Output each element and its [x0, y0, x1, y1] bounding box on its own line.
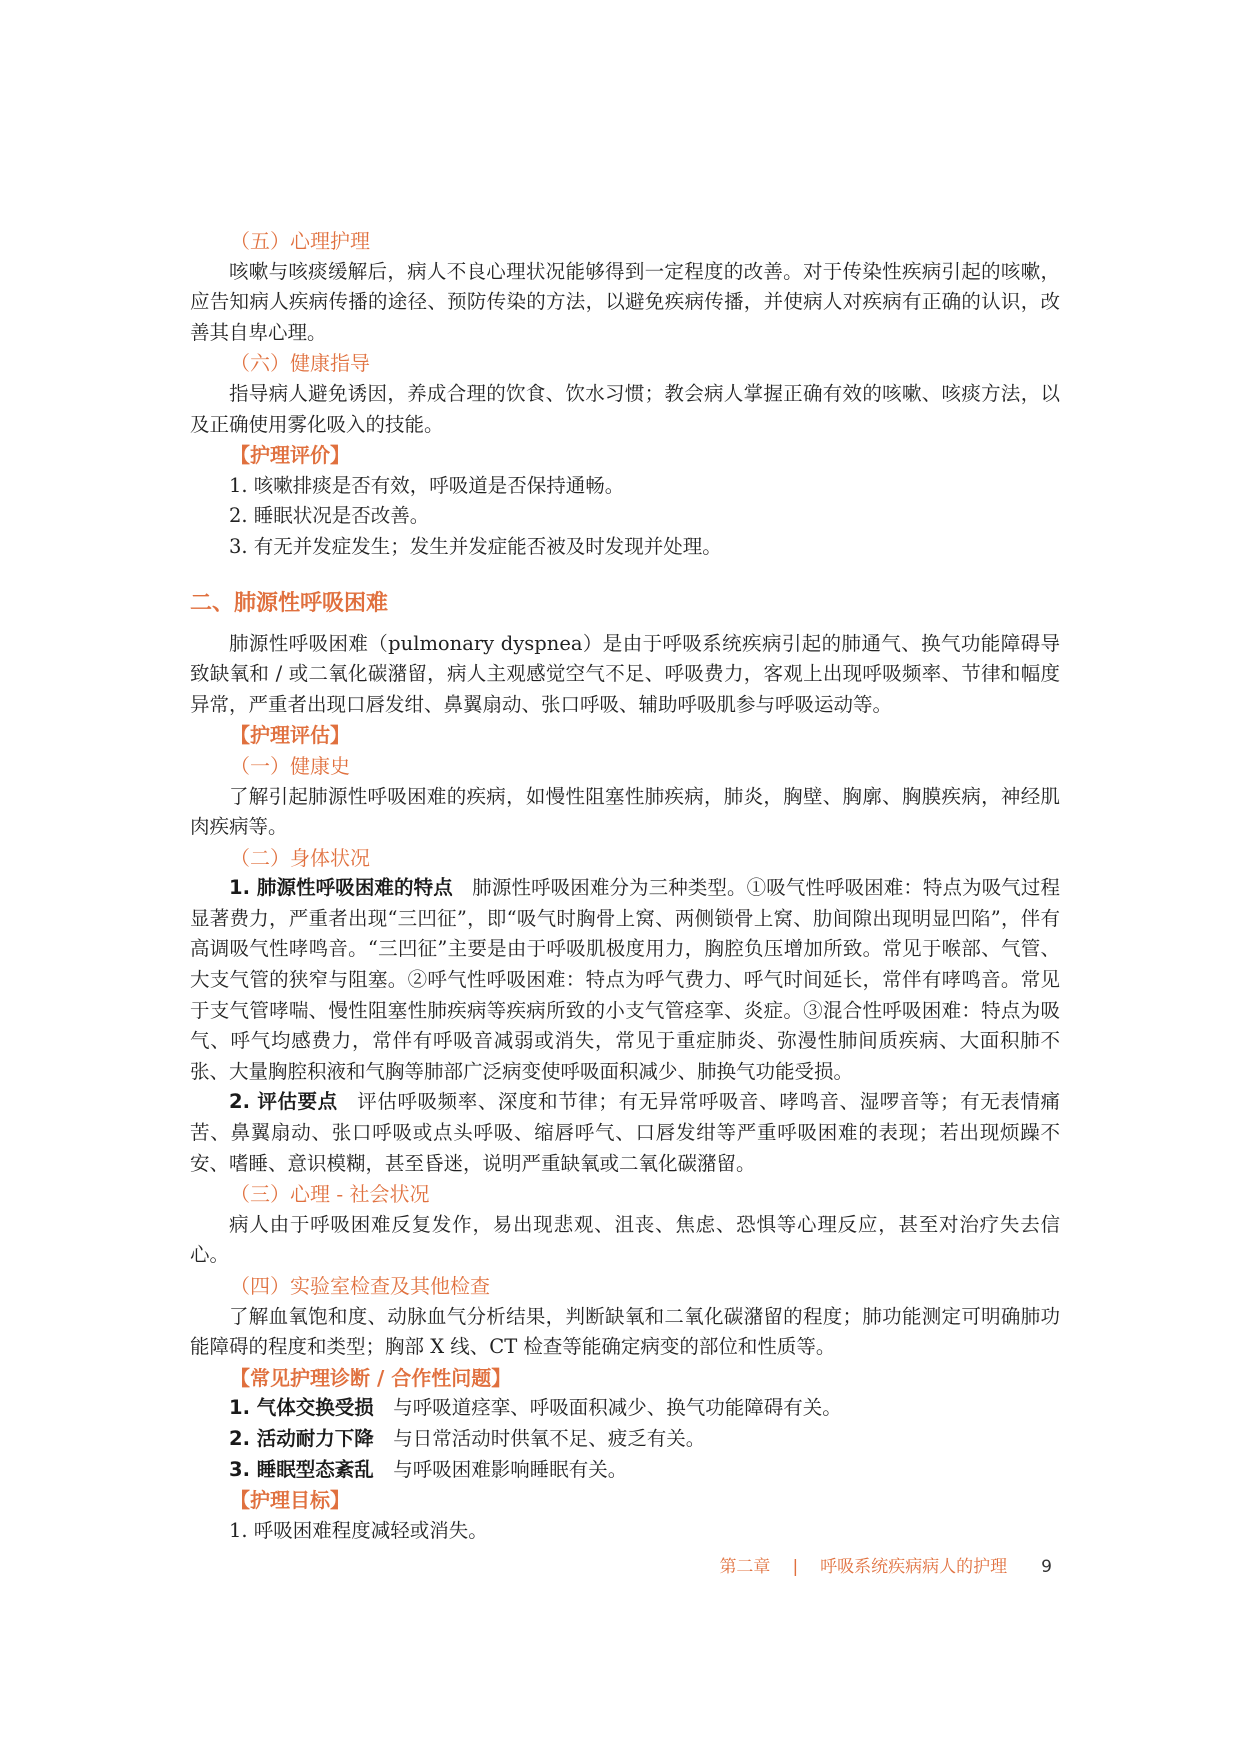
footer-separator: |: [792, 1557, 799, 1577]
goal-item-1: 1. 呼吸困难程度减轻或消失。: [229, 1518, 488, 1542]
diagnosis-text-1: 与呼吸道痉挛、呼吸面积减少、换气功能障碍有关。: [393, 1396, 842, 1420]
diagnosis-text-2: 与日常活动时供氧不足、疲乏有关。: [393, 1426, 706, 1450]
evaluation-item-3: 3. 有无并发症发生；发生并发症能否被及时发现并处理。: [229, 534, 722, 558]
diagnosis-item-3: [190, 1455, 1060, 1486]
paragraph-psychological-care: 咳嗽与咳痰缓解后，病人不良心理状况能够得到一定程度的改善。对于传染性疾病引起的咳嗽，应告知病人疾病传播的途径、预防传染的方法，以避免疾病传播，并使病人对疾病有正确的认识，改善其自卑心理。: [190, 259, 1060, 344]
diagnosis-item-2: [190, 1424, 1060, 1455]
heading-health-guidance: （六）健康指导: [230, 351, 370, 376]
diagnosis-lead-2: 2. 活动耐力下降: [229, 1426, 374, 1450]
keypoints-lead: 2. 评估要点: [229, 1090, 338, 1114]
diagnosis-item-1: [190, 1393, 1060, 1424]
paragraph-dyspnea-features: [190, 873, 1060, 1087]
footer-chapter-title: 呼吸系统疾病病人的护理: [820, 1557, 1008, 1577]
evaluation-item-2: 2. 睡眠状况是否改善。: [229, 504, 430, 528]
page-content: [190, 226, 1060, 1546]
diagnosis-lead-3: 3. 睡眠型态紊乱: [229, 1457, 374, 1481]
heading-nursing-goals: 【护理目标】: [230, 1488, 350, 1513]
diagnosis-lead-1: 1. 气体交换受损: [229, 1396, 374, 1420]
diagnosis-text-3: 与呼吸困难影响睡眠有关。: [393, 1457, 628, 1481]
features-lead: 1. 肺源性呼吸困难的特点: [229, 876, 453, 900]
paragraph-health-guidance: 指导病人避免诱因，养成合理的饮食、饮水习惯；教会病人掌握正确有效的咳嗽、咳痰方法，以及正确使用雾化吸入的技能。: [190, 381, 1060, 436]
footer-chapter: 第二章: [719, 1557, 771, 1577]
heading-nursing-evaluation: 【护理评价】: [230, 443, 350, 468]
page-number: 9: [1041, 1557, 1052, 1577]
heading-psychological-care: （五）心理护理: [230, 229, 370, 253]
heading-health-history: （一）健康史: [230, 753, 350, 778]
heading-nursing-assessment: 【护理评估】: [230, 723, 350, 748]
keypoints-text: 评估呼吸频率、深度和节律；有无异常呼吸音、哮鸣音、湿啰音等；有无表情痛苦、鼻翼扇动、张口呼吸或点头呼吸、缩唇呼气、口唇发绀等严重呼吸困难的表现；若出现烦躁不安、嗜睡、意识模糊，甚至昏迷，说明严重缺氧或二氧化碳潴留。: [190, 1090, 1060, 1175]
page-footer: [719, 1552, 1052, 1577]
heading-physical-status: （二）身体状况: [230, 845, 370, 870]
heading-nursing-diagnosis: 【常见护理诊断 / 合作性问题】: [230, 1365, 512, 1390]
paragraph-psychosocial: 病人由于呼吸困难反复发作，易出现悲观、沮丧、焦虑、恐惧等心理反应，甚至对治疗失去信心。: [190, 1212, 1060, 1267]
paragraph-assessment-keypoints: [190, 1087, 1060, 1179]
features-text: 肺源性呼吸困难分为三种类型。①吸气性呼吸困难：特点为吸气过程显著费力，严重者出现“三凹征”，即“吸气时胸骨上窝、两侧锁骨上窝、肋间隙出现明显凹陷”，伴有高调吸气性哮鸣音。“三凹征”主要是由于呼吸肌极度用力，胸腔负压增加所致。常见于喉部、气管、大支气管的狭窄与阻塞。②呼气性呼吸困难：特点为呼气费力、呼气时间延长，常伴有哮鸣音。常见于支气管哮喘、慢性阻塞性肺疾病等疾病所致的小支气管痉挛、炎症。③混合性呼吸困难：特点为吸气、呼气均感费力，常伴有呼吸音减弱或消失，常见于重症肺炎、弥漫性肺间质疾病、大面积肺不张、大量胸腔积液和气胸等肺部广泛病变使呼吸面积减少、肺换气功能受损。: [190, 876, 1060, 1083]
heading-psychosocial: （三）心理 - 社会状况: [230, 1182, 430, 1207]
evaluation-item-1: 1. 咳嗽排痰是否有效，呼吸道是否保持通畅。: [229, 473, 625, 497]
paragraph-lab-tests: 了解血氧饱和度、动脉血气分析结果，判断缺氧和二氧化碳潴留的程度；肺功能测定可明确肺功能障碍的程度和类型；胸部 X 线、CT 检查等能确定病变的部位和性质等。: [190, 1304, 1060, 1359]
paragraph-intro: 肺源性呼吸困难（pulmonary dyspnea）是由于呼吸系统疾病引起的肺通气、换气功能障碍导致缺氧和 / 或二氧化碳潴留，病人主观感觉空气不足、呼吸费力，客观上出现呼吸频率、节律和幅度异常，严重者出现口唇发绀、鼻翼扇动、张口呼吸、辅助呼吸肌参与呼吸运动等。: [190, 631, 1060, 716]
section-title: 二、肺源性呼吸困难: [190, 590, 389, 616]
paragraph-health-history: 了解引起肺源性呼吸困难的疾病，如慢性阻塞性肺疾病，肺炎，胸壁、胸廓、胸膜疾病，神经肌肉疾病等。: [190, 784, 1060, 839]
heading-lab-tests: （四）实验室检查及其他检查: [230, 1274, 490, 1298]
